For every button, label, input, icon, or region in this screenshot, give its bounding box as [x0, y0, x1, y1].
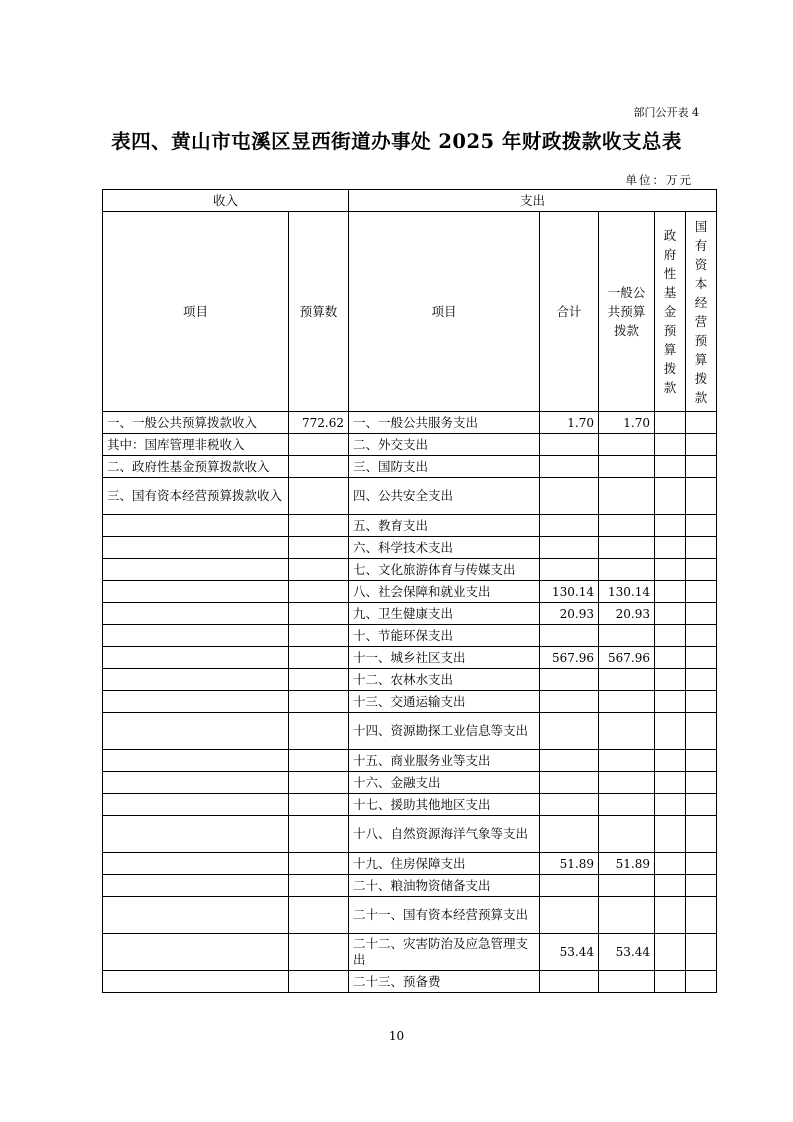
state-capital-cell	[686, 581, 717, 603]
state-capital-cell	[686, 971, 717, 993]
income-item-cell	[103, 750, 289, 772]
income-item-cell	[103, 772, 289, 794]
general-cell: 51.89	[599, 853, 655, 875]
income-budget-cell	[289, 456, 349, 478]
gov-fund-cell	[655, 478, 686, 515]
gov-fund-cell	[655, 816, 686, 853]
state-capital-cell	[686, 816, 717, 853]
general-cell	[599, 669, 655, 691]
expense-item-cell: 十一、城乡社区支出	[349, 647, 540, 669]
total-cell	[540, 456, 599, 478]
total-cell	[540, 478, 599, 515]
state-capital-cell	[686, 897, 717, 934]
unit-label: 单位：万元	[625, 173, 693, 187]
total-cell	[540, 625, 599, 647]
expense-item-cell: 十、节能环保支出	[349, 625, 540, 647]
general-cell	[599, 434, 655, 456]
gov-fund-cell	[655, 559, 686, 581]
income-budget-cell	[289, 794, 349, 816]
gov-fund-cell	[655, 713, 686, 750]
income-item-header: 项目	[103, 212, 289, 412]
table-row	[103, 603, 717, 625]
table-row	[103, 816, 717, 853]
table-row	[103, 713, 717, 750]
gov-fund-header-text: 政府性基金预算拨款	[663, 228, 677, 395]
table-label: 部门公开表 4	[633, 106, 699, 119]
state-capital-cell	[686, 713, 717, 750]
income-item-cell	[103, 971, 289, 993]
state-capital-cell	[686, 515, 717, 537]
table-row	[103, 412, 717, 434]
total-cell	[540, 794, 599, 816]
general-cell	[599, 478, 655, 515]
table-row	[103, 434, 717, 456]
income-budget-cell	[289, 971, 349, 993]
income-budget-cell	[289, 853, 349, 875]
general-cell: 53.44	[599, 934, 655, 971]
general-cell: 1.70	[599, 412, 655, 434]
gov-fund-cell	[655, 537, 686, 559]
gov-fund-cell	[655, 934, 686, 971]
state-capital-cell	[686, 794, 717, 816]
income-item-cell	[103, 559, 289, 581]
general-cell: 130.14	[599, 581, 655, 603]
expense-item-cell: 二十二、灾害防治及应急管理支出	[349, 934, 540, 971]
income-item-cell	[103, 515, 289, 537]
expense-item-cell: 九、卫生健康支出	[349, 603, 540, 625]
general-cell	[599, 537, 655, 559]
general-cell	[599, 897, 655, 934]
general-cell	[599, 971, 655, 993]
state-capital-cell	[686, 750, 717, 772]
expense-item-cell: 二十一、国有资本经营预算支出	[349, 897, 540, 934]
income-budget-cell	[289, 713, 349, 750]
general-cell: 20.93	[599, 603, 655, 625]
expense-item-cell: 八、社会保障和就业支出	[349, 581, 540, 603]
total-cell	[540, 875, 599, 897]
income-item-cell	[103, 691, 289, 713]
gov-fund-cell	[655, 603, 686, 625]
total-cell: 20.93	[540, 603, 599, 625]
income-item-cell	[103, 581, 289, 603]
income-item-cell	[103, 669, 289, 691]
state-capital-cell	[686, 853, 717, 875]
general-cell	[599, 875, 655, 897]
general-cell	[599, 559, 655, 581]
total-cell	[540, 971, 599, 993]
gov-fund-cell	[655, 625, 686, 647]
state-capital-cell	[686, 537, 717, 559]
gov-fund-cell	[655, 794, 686, 816]
state-capital-cell	[686, 647, 717, 669]
income-budget-cell: 772.62	[289, 412, 349, 434]
budget-table	[102, 189, 717, 993]
general-cell	[599, 772, 655, 794]
general-budget-header	[599, 212, 655, 412]
income-budget-cell	[289, 691, 349, 713]
gov-fund-cell	[655, 875, 686, 897]
total-cell	[540, 669, 599, 691]
state-capital-cell	[686, 412, 717, 434]
expense-item-cell: 一、一般公共服务支出	[349, 412, 540, 434]
income-budget-cell	[289, 750, 349, 772]
expense-item-cell: 十四、资源勘探工业信息等支出	[349, 713, 540, 750]
total-cell	[540, 434, 599, 456]
state-capital-cell	[686, 603, 717, 625]
total-cell	[540, 559, 599, 581]
expense-item-cell: 十七、援助其他地区支出	[349, 794, 540, 816]
gov-fund-cell	[655, 691, 686, 713]
table-row	[103, 478, 717, 515]
expense-item-cell: 二十三、预备费	[349, 971, 540, 993]
gov-fund-cell	[655, 434, 686, 456]
total-cell: 51.89	[540, 853, 599, 875]
total-header: 合计	[540, 212, 599, 412]
gov-fund-cell	[655, 456, 686, 478]
income-budget-cell	[289, 647, 349, 669]
page-title: 表四、黄山市屯溪区昱西街道办事处 2025 年财政拨款收支总表	[111, 130, 682, 153]
state-capital-header-text: 国有资本经营预算拨款	[694, 218, 708, 405]
gov-fund-cell	[655, 971, 686, 993]
expense-item-cell: 十六、金融支出	[349, 772, 540, 794]
total-cell	[540, 691, 599, 713]
income-header: 收入	[103, 190, 349, 212]
table-row	[103, 669, 717, 691]
expense-item-cell: 二十、粮油物资储备支出	[349, 875, 540, 897]
income-item-cell	[103, 853, 289, 875]
state-capital-cell	[686, 669, 717, 691]
table-row	[103, 456, 717, 478]
table-row	[103, 625, 717, 647]
income-item-cell	[103, 794, 289, 816]
total-cell: 130.14	[540, 581, 599, 603]
table-row	[103, 537, 717, 559]
table-row	[103, 971, 717, 993]
total-cell: 1.70	[540, 412, 599, 434]
table-row	[103, 581, 717, 603]
total-cell	[540, 772, 599, 794]
income-item-cell: 一、一般公共预算拨款收入	[103, 412, 289, 434]
table-row	[103, 647, 717, 669]
income-budget-cell	[289, 478, 349, 515]
state-capital-cell	[686, 772, 717, 794]
income-budget-cell	[289, 603, 349, 625]
page-number: 10	[388, 1029, 405, 1043]
expense-item-header: 项目	[349, 212, 540, 412]
table-row	[103, 691, 717, 713]
income-item-cell: 二、政府性基金预算拨款收入	[103, 456, 289, 478]
gov-fund-cell	[655, 412, 686, 434]
expense-item-cell: 二、外交支出	[349, 434, 540, 456]
state-capital-cell	[686, 625, 717, 647]
general-cell	[599, 625, 655, 647]
general-cell	[599, 691, 655, 713]
income-item-cell	[103, 537, 289, 559]
expense-item-cell: 十三、交通运输支出	[349, 691, 540, 713]
income-budget-cell	[289, 897, 349, 934]
state-capital-cell	[686, 934, 717, 971]
general-cell	[599, 816, 655, 853]
general-cell	[599, 750, 655, 772]
income-item-cell	[103, 713, 289, 750]
state-capital-cell	[686, 478, 717, 515]
income-item-cell	[103, 897, 289, 934]
income-item-cell: 三、国有资本经营预算拨款收入	[103, 478, 289, 515]
total-cell	[540, 750, 599, 772]
state-capital-cell	[686, 456, 717, 478]
table-row	[103, 934, 717, 971]
income-budget-cell	[289, 772, 349, 794]
expense-item-cell: 十五、商业服务业等支出	[349, 750, 540, 772]
expense-item-cell: 十九、住房保障支出	[349, 853, 540, 875]
income-budget-cell	[289, 934, 349, 971]
gov-fund-cell	[655, 581, 686, 603]
income-budget-cell	[289, 816, 349, 853]
gov-fund-cell	[655, 669, 686, 691]
table-row	[103, 875, 717, 897]
general-cell	[599, 794, 655, 816]
expense-item-cell: 七、文化旅游体育与传媒支出	[349, 559, 540, 581]
income-budget-cell	[289, 537, 349, 559]
total-cell	[540, 515, 599, 537]
table-row	[103, 794, 717, 816]
income-item-cell: 其中：国库管理非税收入	[103, 434, 289, 456]
income-item-cell	[103, 647, 289, 669]
table-row	[103, 750, 717, 772]
general-cell	[599, 515, 655, 537]
gov-fund-header	[655, 212, 686, 412]
expense-item-cell: 三、国防支出	[349, 456, 540, 478]
table-row	[103, 559, 717, 581]
state-capital-cell	[686, 875, 717, 897]
income-budget-cell	[289, 559, 349, 581]
expense-header: 支出	[349, 190, 717, 212]
expense-item-cell: 六、科学技术支出	[349, 537, 540, 559]
income-item-cell	[103, 625, 289, 647]
income-budget-cell	[289, 625, 349, 647]
general-budget-header-text: 一般公共预算拨款	[607, 285, 646, 338]
income-item-cell	[103, 603, 289, 625]
table-row	[103, 772, 717, 794]
gov-fund-cell	[655, 897, 686, 934]
expense-item-cell: 十八、自然资源海洋气象等支出	[349, 816, 540, 853]
total-cell	[540, 537, 599, 559]
general-cell	[599, 713, 655, 750]
gov-fund-cell	[655, 853, 686, 875]
income-item-cell	[103, 816, 289, 853]
table-row	[103, 515, 717, 537]
general-cell: 567.96	[599, 647, 655, 669]
total-cell: 53.44	[540, 934, 599, 971]
income-item-cell	[103, 934, 289, 971]
total-cell: 567.96	[540, 647, 599, 669]
expense-item-cell: 十二、农林水支出	[349, 669, 540, 691]
state-capital-cell	[686, 691, 717, 713]
total-cell	[540, 897, 599, 934]
state-capital-cell	[686, 559, 717, 581]
income-budget-cell	[289, 515, 349, 537]
table-row	[103, 897, 717, 934]
income-budget-cell	[289, 581, 349, 603]
general-cell	[599, 456, 655, 478]
income-item-cell	[103, 875, 289, 897]
income-budget-cell	[289, 434, 349, 456]
income-budget-header: 预算数	[289, 212, 349, 412]
gov-fund-cell	[655, 772, 686, 794]
income-budget-cell	[289, 669, 349, 691]
expense-item-cell: 四、公共安全支出	[349, 478, 540, 515]
gov-fund-cell	[655, 647, 686, 669]
state-capital-cell	[686, 434, 717, 456]
table-row	[103, 853, 717, 875]
expense-item-cell: 五、教育支出	[349, 515, 540, 537]
total-cell	[540, 713, 599, 750]
total-cell	[540, 816, 599, 853]
income-budget-cell	[289, 875, 349, 897]
state-capital-header	[686, 212, 717, 412]
gov-fund-cell	[655, 515, 686, 537]
gov-fund-cell	[655, 750, 686, 772]
